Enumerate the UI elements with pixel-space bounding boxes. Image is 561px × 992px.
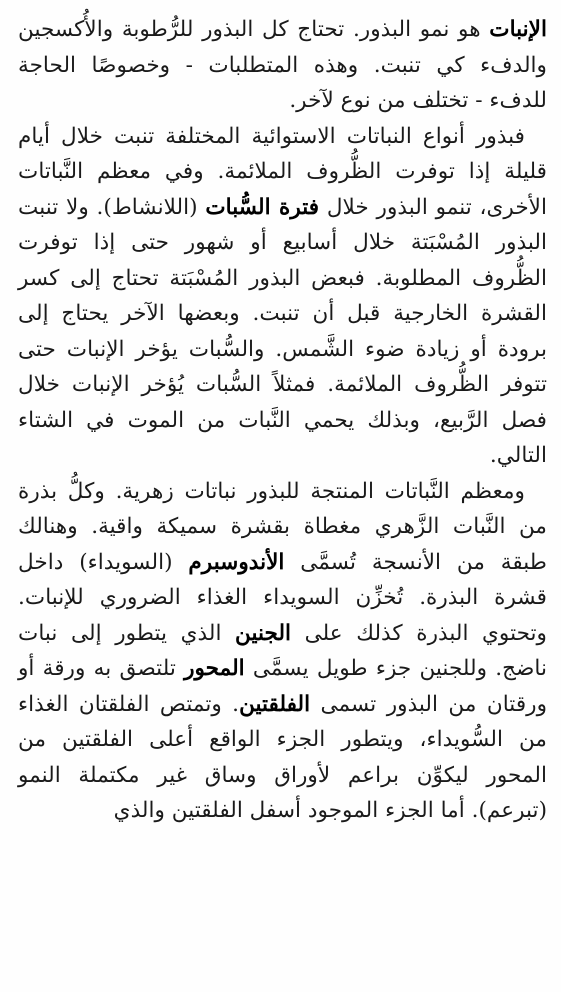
paragraph-text: الذي يتطور إلى نبات ناضج. وللجنين جزء طويل يسمَّى <box>18 620 547 681</box>
term-axis: المحور <box>184 656 245 681</box>
term-germination: الإنبات <box>489 17 547 42</box>
term-embryo: الجنين <box>235 620 292 646</box>
paragraph-text: ومعظم النَّباتات المنتجة للبذور نباتات زهرية. وكلُّ بذرة من النَّبات الزَّهري مغطاة بقشرة سميكة واقية. وهنالك طبقة من الأنسجة تُسمَّى <box>18 478 547 575</box>
term-dormancy-period: فترة السُّبات <box>205 194 320 220</box>
paragraph-seed-structure <box>18 474 547 829</box>
paragraph-text: (السويداء) داخل قشرة البذرة. تُخزِّن السويداء الغذاء الضروري للإنبات. وتحتوي البذرة كذلك على <box>18 549 547 646</box>
paragraph-text: هو نمو البذور. تحتاج كل البذور للرُّطوبة والأُكسجين والدفء كي تنبت. وهذه المتطلبات - وخصوصًا الحاجة للدفء - تختلف من نوع لآخر. <box>18 17 547 113</box>
paragraph-germination-intro <box>18 12 547 119</box>
paragraph-text: . وتمتص الفلقتان الغذاء من السُّويداء، ويتطور الجزء الواقع أعلى الفلقتين من المحور ليكوِّن براعم لأوراق وساق غير مكتملة النمو (تبرعم). أما الجزء الموجود أسفل الفلقتين والذي <box>18 691 547 823</box>
term-endosperm: الأندوسبرم <box>188 549 285 575</box>
paragraph-text: فبذور أنواع النباتات الاستوائية المختلفة تنبت خلال أيام قليلة إذا توفرت الظُّروف الملائمة. وفي معظم النَّباتات الأخرى، تنمو البذور خلال <box>18 123 547 220</box>
paragraph-text: (اللانشاط). ولا تنبت البذور المُسْبَتة خلال أسابيع أو شهور حتى إذا توفرت الظُّروف المطلوبة. فبعض البذور المُسْبَتة تحتاج إلى كسر القشرة الخارجية قبل أن تنبت. وبعضها الآخر يحتاج إلى برودة أو زيادة ضوء الشَّمس. والسُّبات يؤخر الإنبات حتى تتوفر الظُّروف الملائمة. فمثلاً السُّبات يُؤخر الإنبات خلال فصل الرَّبيع، وبذلك يحمي النَّبات من الموت في الشتاء التالي. <box>18 194 547 468</box>
paragraph-dormancy <box>18 119 547 474</box>
term-cotyledons: الفلقتين <box>239 691 311 717</box>
paragraph-text: تلتصق به ورقة أو ورقتان من البذور تسمى <box>18 656 547 717</box>
article-body <box>18 12 547 829</box>
